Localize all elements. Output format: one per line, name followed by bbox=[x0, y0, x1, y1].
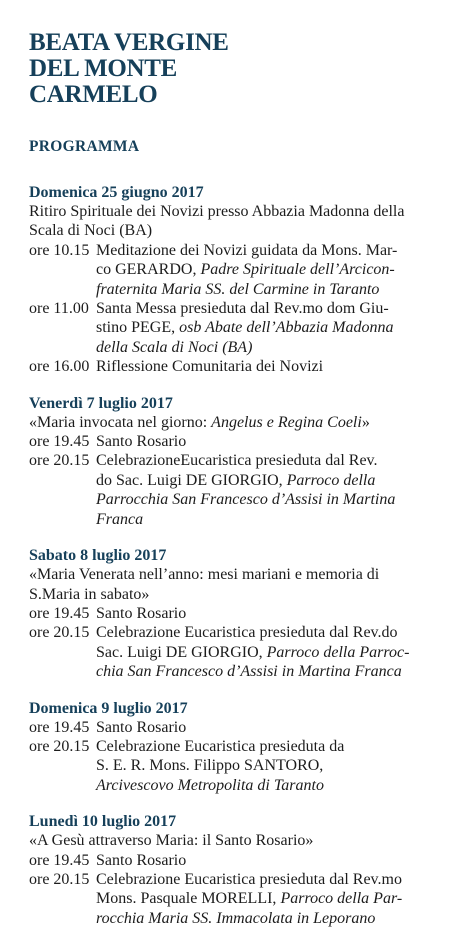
entry-time: ore 19.45 bbox=[29, 851, 90, 869]
entry-description bbox=[96, 451, 449, 529]
day-heading: Domenica 25 giugno 2017 bbox=[29, 184, 204, 201]
description-line bbox=[96, 718, 449, 737]
day-block bbox=[29, 812, 449, 928]
day-heading: Venerdì 7 luglio 2017 bbox=[29, 394, 173, 412]
description-line bbox=[96, 318, 449, 337]
text-run: Celebrazione Eucaristica presieduta dal Rev.do bbox=[96, 624, 398, 642]
italic-text: della Scala di Noci (BA) bbox=[96, 338, 253, 356]
italic-text: Parroco della Parroc- bbox=[266, 643, 410, 661]
entry-description bbox=[96, 851, 449, 870]
entry-description bbox=[96, 604, 449, 623]
title-line: DEL MONTE bbox=[29, 55, 178, 82]
text-run: » bbox=[361, 413, 370, 431]
italic-text: Parroco della bbox=[286, 471, 376, 489]
description-line bbox=[96, 737, 449, 756]
italic-text: chia San Francesco d’Assisi in Martina Franca bbox=[96, 663, 402, 681]
entry-time: ore 10.15 bbox=[29, 241, 90, 259]
italic-text: osb Abate dell’Abbazia Madonna bbox=[179, 319, 394, 337]
description-line bbox=[96, 357, 449, 376]
day-block bbox=[29, 546, 449, 681]
day-heading: Domenica 9 luglio 2017 bbox=[29, 699, 188, 717]
text-run: S. E. R. Mons. Filippo SANTORO, bbox=[96, 757, 324, 775]
description-line bbox=[96, 260, 449, 279]
italic-text: Angelus e Regina Coeli bbox=[211, 413, 362, 431]
day-intro: «A Gesù attraverso Maria: il Santo Rosario» bbox=[29, 832, 314, 850]
text-run: CelebrazioneEucaristica presieduta dal Rev. bbox=[96, 452, 378, 470]
entry-time: ore 20.15 bbox=[29, 452, 90, 470]
text-run: Santo Rosario bbox=[96, 851, 187, 869]
entry-description bbox=[96, 737, 449, 795]
italic-text: Franca bbox=[96, 510, 144, 528]
description-line bbox=[96, 604, 449, 623]
description-line bbox=[96, 643, 449, 662]
text-run: Riflessione Comunitaria dei Novizi bbox=[96, 358, 324, 376]
entry-time: ore 20.15 bbox=[29, 870, 90, 888]
entry-description bbox=[96, 357, 449, 376]
description-line bbox=[96, 851, 449, 870]
schedule-entry bbox=[29, 451, 449, 529]
entry-description bbox=[96, 623, 449, 681]
schedule-entry bbox=[29, 432, 449, 451]
description-line bbox=[96, 623, 449, 642]
entry-time: ore 19.45 bbox=[29, 718, 90, 736]
schedule-entry bbox=[29, 851, 449, 870]
entry-description bbox=[96, 870, 449, 928]
description-line bbox=[96, 451, 449, 470]
title-line: CARMELO bbox=[29, 81, 158, 108]
entry-time: ore 20.15 bbox=[29, 737, 90, 755]
description-line bbox=[96, 338, 449, 357]
day-intro: «Maria Venerata nell’anno: mesi mariani e memoria di bbox=[29, 566, 380, 584]
description-line bbox=[96, 241, 449, 260]
title-line: BEATA VERGINE bbox=[29, 29, 229, 56]
day-intro: Ritiro Spirituale dei Novizi presso Abbazia Madonna della bbox=[29, 203, 405, 220]
description-line bbox=[96, 471, 449, 490]
day-intro bbox=[29, 413, 449, 432]
description-line bbox=[96, 756, 449, 775]
italic-text: Parrocchia San Francesco d’Assisi in Martina bbox=[96, 491, 396, 509]
description-line bbox=[96, 510, 449, 529]
section-heading-programma: PROGRAMMA bbox=[29, 138, 140, 155]
schedule-entry bbox=[29, 604, 449, 623]
description-line bbox=[96, 280, 449, 299]
schedule-entry bbox=[29, 870, 449, 928]
day-heading: Sabato 8 luglio 2017 bbox=[29, 547, 167, 565]
text-run: Celebrazione Eucaristica presieduta da bbox=[96, 737, 345, 755]
description-line bbox=[96, 909, 449, 928]
schedule-entry bbox=[29, 718, 449, 737]
schedule-entry bbox=[29, 241, 449, 299]
text-run: «Maria invocata nel giorno: bbox=[29, 413, 212, 431]
italic-text: rocchia Maria SS. Immacolata in Leporano bbox=[96, 909, 376, 927]
text-run: Santo Rosario bbox=[96, 604, 187, 622]
text-run: Celebrazione Eucaristica presieduta dal Rev.mo bbox=[96, 870, 402, 888]
page-title bbox=[29, 30, 449, 108]
text-run: Santo Rosario bbox=[96, 433, 187, 451]
schedule-entry bbox=[29, 737, 449, 795]
text-run: Mons. Pasquale MORELLI, bbox=[96, 890, 281, 908]
italic-text: fraternita Maria SS. del Carmine in Taranto bbox=[96, 280, 380, 298]
text-run: stino PEGE, bbox=[96, 319, 180, 337]
day-block bbox=[29, 183, 449, 377]
text-run: Santa Messa presieduta dal Rev.mo dom Giu- bbox=[96, 300, 389, 318]
text-run: do Sac. Luigi DE GIORGIO, bbox=[96, 471, 287, 489]
description-line bbox=[96, 299, 449, 318]
entry-description bbox=[96, 718, 449, 737]
italic-text: Parroco della Par- bbox=[280, 890, 403, 908]
entry-description bbox=[96, 241, 449, 299]
schedule bbox=[29, 183, 449, 928]
entry-time: ore 11.00 bbox=[29, 300, 89, 318]
text-run: Santo Rosario bbox=[96, 718, 187, 736]
italic-text: Padre Spirituale dell’Arcicon- bbox=[200, 261, 395, 279]
description-line bbox=[96, 490, 449, 509]
day-block bbox=[29, 394, 449, 529]
entry-time: ore 16.00 bbox=[29, 358, 90, 376]
text-run: Sac. Luigi DE GIORGIO, bbox=[96, 643, 267, 661]
day-heading: Lunedì 10 luglio 2017 bbox=[29, 813, 177, 831]
entry-description bbox=[96, 299, 449, 357]
description-line bbox=[96, 662, 449, 681]
entry-time: ore 19.45 bbox=[29, 433, 90, 451]
schedule-entry bbox=[29, 299, 449, 357]
day-block bbox=[29, 699, 449, 796]
schedule-entry bbox=[29, 623, 449, 681]
description-line bbox=[96, 432, 449, 451]
italic-text: Arcivescovo Metropolita di Taranto bbox=[96, 776, 324, 794]
text-run: co GERARDO, bbox=[96, 261, 201, 279]
day-intro: Scala di Noci (BA) bbox=[29, 222, 153, 240]
description-line bbox=[96, 776, 449, 795]
description-line bbox=[96, 889, 449, 908]
text-run: Meditazione dei Novizi guidata da Mons. Mar- bbox=[96, 241, 398, 259]
entry-description bbox=[96, 432, 449, 451]
entry-time: ore 20.15 bbox=[29, 624, 90, 642]
day-intro: S.Maria in sabato» bbox=[29, 585, 150, 603]
schedule-entry bbox=[29, 357, 449, 376]
description-line bbox=[96, 870, 449, 889]
entry-time: ore 19.45 bbox=[29, 604, 90, 622]
